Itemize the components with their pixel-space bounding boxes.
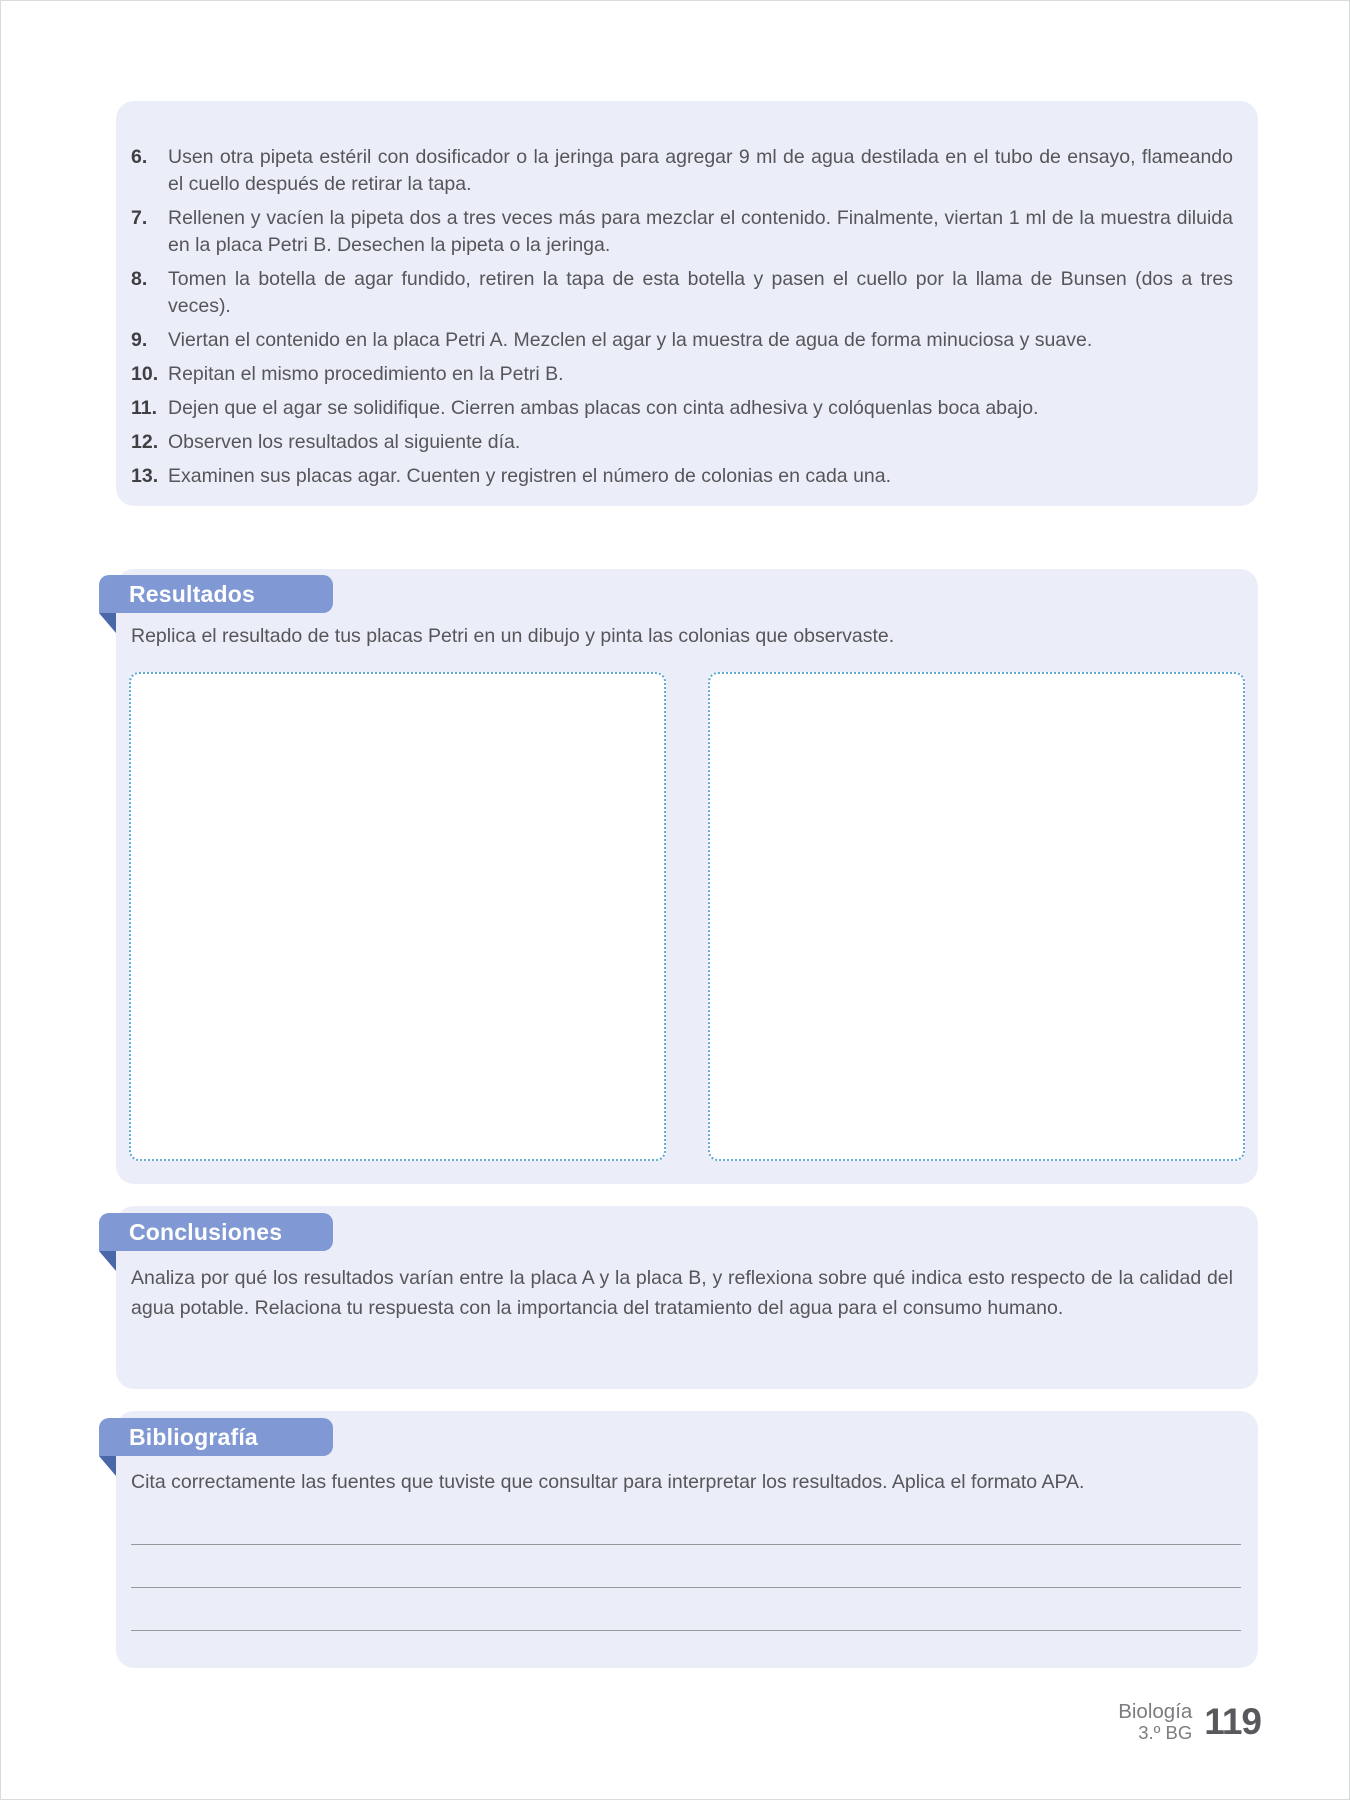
step-number: 10. (131, 363, 159, 385)
section-badge-resultados (99, 575, 333, 613)
list-item (131, 266, 1233, 320)
step-text: Dejen que el agar se solidifique. Cierren ambas placas con cinta adhesiva y colóquenlas boca abajo. (168, 397, 1039, 419)
drawing-boxes-row (129, 672, 1245, 1161)
step-text: Repitan el mismo procedimiento en la Petri B. (168, 363, 564, 385)
step-number: 11. (131, 397, 158, 419)
step-text: Tomen la botella de agar fundido, retiren la tapa de esta botella y pasen el cuello por la llama de Bunsen (dos a tres veces). (168, 268, 1233, 317)
list-item (131, 463, 1233, 490)
list-item (131, 205, 1233, 259)
step-number: 6. (131, 146, 148, 168)
list-item (131, 395, 1233, 422)
page-number: 119 (1204, 1701, 1261, 1742)
resultados-description: Replica el resultado de tus placas Petri en un dibujo y pinta las colonias que observaste. (131, 625, 895, 647)
section-badge-conclusiones (99, 1213, 333, 1251)
list-item (131, 361, 1233, 388)
steps-list (131, 144, 1233, 490)
step-text: Observen los resultados al siguiente día. (168, 431, 521, 453)
list-item (131, 144, 1233, 198)
step-text: Examinen sus placas agar. Cuenten y registren el número de colonias en cada una. (168, 465, 892, 487)
answer-line[interactable] (131, 1545, 1241, 1588)
badge-fold-triangle (99, 1456, 116, 1476)
answer-line[interactable] (131, 1588, 1241, 1631)
step-text: Viertan el contenido en la placa Petri A. Mezclen el agar y la muestra de agua de forma minuciosa y suave. (168, 329, 1093, 351)
step-text: Usen otra pipeta estéril con dosificador o la jeringa para agregar 9 ml de agua destilada en el tubo de ensayo, flameando el cuello después de retirar la tapa. (168, 146, 1233, 195)
instructions-panel (116, 101, 1258, 506)
step-number: 12. (131, 431, 159, 453)
bibliografia-description: Cita correctamente las fuentes que tuviste que consultar para interpretar los resultados. Aplica el formato APA. (131, 1471, 1085, 1493)
footer-labels (1118, 1701, 1192, 1743)
answer-line[interactable] (131, 1502, 1241, 1545)
resultados-panel (116, 569, 1258, 1184)
step-number: 9. (131, 329, 148, 351)
badge-fold-triangle (99, 613, 116, 633)
petri-drawing-box-a[interactable] (129, 672, 666, 1161)
section-title-resultados: Resultados (129, 581, 255, 607)
step-number: 13. (131, 465, 159, 487)
step-number: 7. (131, 207, 148, 229)
page-footer (1118, 1701, 1261, 1743)
step-number: 8. (131, 268, 148, 290)
section-badge-bibliografia (99, 1418, 333, 1456)
footer-grade: 3.º BG (1138, 1722, 1193, 1743)
answer-lines (131, 1502, 1241, 1631)
list-item (131, 327, 1233, 354)
badge-fold-triangle (99, 1251, 116, 1271)
petri-drawing-box-b[interactable] (708, 672, 1245, 1161)
step-text: Rellenen y vacíen la pipeta dos a tres veces más para mezclar el contenido. Finalmente, viertan 1 ml de la muestra diluida en la placa Petri B. Desechen la pipeta o la jeringa. (168, 207, 1233, 256)
list-item (131, 429, 1233, 456)
conclusiones-description: Analiza por qué los resultados varían entre la placa A y la placa B, y reflexiona sobre qué indica esto respecto de la calidad del agua potable. Relaciona tu respuesta con la importancia del tratamiento del agua para el consumo humano. (131, 1267, 1233, 1319)
footer-subject: Biología (1118, 1700, 1193, 1723)
section-title-conclusiones: Conclusiones (129, 1219, 283, 1245)
section-title-bibliografia: Bibliografía (129, 1424, 258, 1450)
